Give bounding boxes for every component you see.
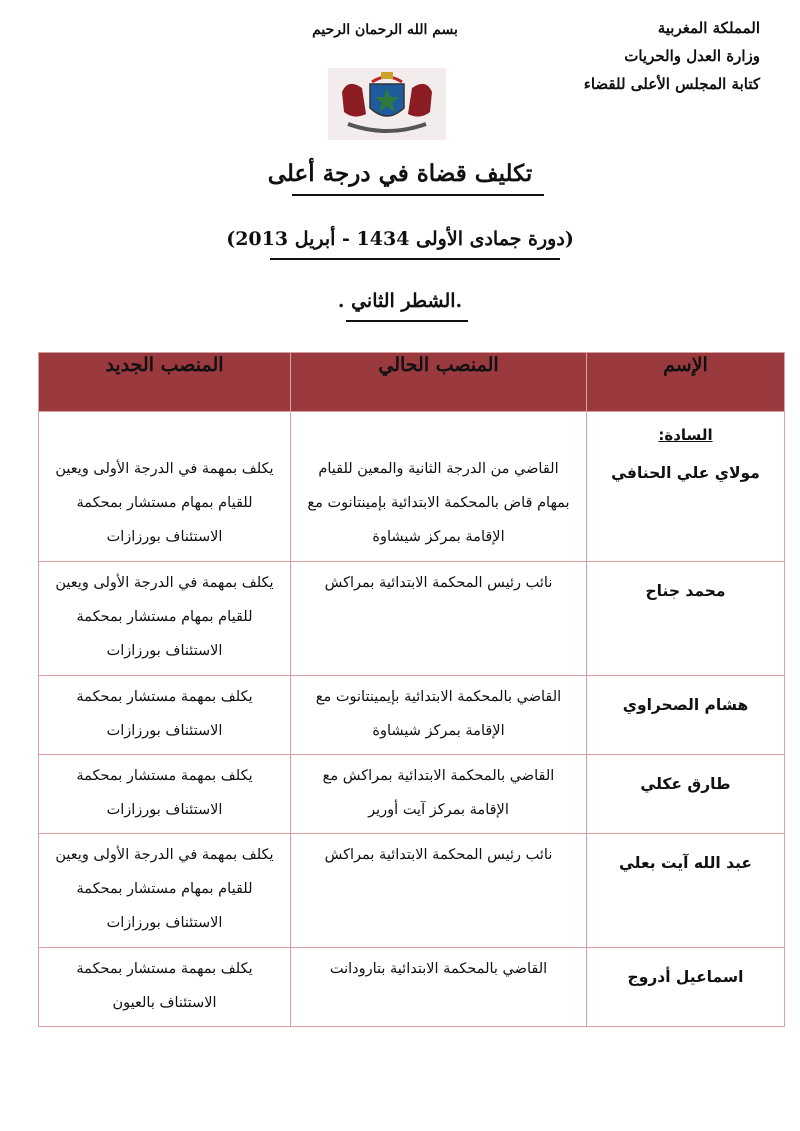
org-line-kingdom: المملكة المغربية (657, 19, 760, 37)
current-position-cell (291, 755, 587, 834)
new-position-cell (39, 948, 291, 1027)
judge-name: هشام الصحراوي (622, 696, 749, 714)
new-position-text: يكلف بمهمة مستشار بمحكمة الاستئناف بالعيون (76, 961, 253, 1011)
new-position-text: يكلف بمهمة مستشار بمحكمة الاستئناف بورزازات (76, 768, 253, 818)
current-position-cell (291, 412, 587, 562)
header-current-position: المنصب الحالي (291, 353, 587, 412)
org-line-secretariat: كتابة المجلس الأعلى للقضاء (583, 75, 760, 93)
new-position-text: يكلف بمهمة في الدرجة الأولى ويعين للقيام بمهام مستشار بمحكمة الاستئناف بورزازات (55, 461, 274, 545)
judge-name: مولاي علي الحنافي (611, 464, 760, 482)
judge-name: اسماعيل أدروج (627, 968, 744, 986)
judge-name: عبد الله آيت بعلي (618, 854, 753, 872)
table-row (39, 562, 785, 676)
new-position-text: يكلف بمهمة مستشار بمحكمة الاستئناف بورزازات (76, 689, 253, 739)
table-row (39, 676, 785, 755)
current-position-text: القاضي من الدرجة الثانية والمعين للقيام بمهام قاض بالمحكمة الابتدائية بإمينتانوت مع الإقامة بمركز شيشاوة (307, 461, 570, 545)
new-position-text: يكلف بمهمة في الدرجة الأولى ويعين للقيام بمهام مستشار بمحكمة الاستئناف بورزازات (55, 575, 274, 659)
title-underline (292, 194, 544, 196)
table-row (39, 948, 785, 1027)
organization-header (560, 14, 760, 98)
basmala-text: بسم الله الرحمان الرحيم (312, 22, 458, 38)
session-underline (270, 258, 560, 260)
name-cell (587, 676, 785, 755)
current-position-text: القاضي بالمحكمة الابتدائية بمراكش مع الإقامة بمركز آيت أورير (322, 768, 555, 818)
table-row (39, 412, 785, 562)
current-position-cell (291, 834, 587, 948)
session-subtitle: (دورة جمادى الأولى 1434 - أبريل 2013) (226, 228, 574, 250)
current-position-text: القاضي بالمحكمة الابتدائية بإيمينتانوت مع الإقامة بمركز شيشاوة (315, 689, 562, 739)
new-position-text: يكلف بمهمة في الدرجة الأولى ويعين للقيام بمهام مستشار بمحكمة الاستئناف بورزازات (55, 847, 274, 931)
moroccan-coat-of-arms-icon (328, 68, 446, 140)
judges-assignment-table (38, 352, 785, 1027)
header-new-position: المنصب الجديد (39, 353, 291, 412)
current-position-text: نائب رئيس المحكمة الابتدائية بمراكش (324, 575, 553, 591)
document-title: تكليف قضاة في درجة أعلى (267, 160, 533, 187)
header-name: الإسم (587, 353, 785, 412)
new-position-cell (39, 562, 291, 676)
part-subtitle: .الشطر الثاني . (337, 290, 463, 312)
new-position-cell (39, 755, 291, 834)
table-row (39, 755, 785, 834)
current-position-text: القاضي بالمحكمة الابتدائية بتارودانت (329, 961, 548, 977)
name-cell (587, 755, 785, 834)
new-position-cell (39, 834, 291, 948)
current-position-cell (291, 676, 587, 755)
salutation-label: السادة: (658, 426, 713, 444)
name-cell (587, 948, 785, 1027)
judge-name: محمد جناح (645, 582, 726, 600)
org-line-ministry: وزارة العدل والحريات (624, 47, 760, 65)
table-header-row (39, 353, 785, 412)
new-position-cell (39, 676, 291, 755)
part-underline (346, 320, 468, 322)
name-cell (587, 562, 785, 676)
new-position-cell (39, 412, 291, 562)
current-position-text: نائب رئيس المحكمة الابتدائية بمراكش (324, 847, 553, 863)
current-position-cell (291, 562, 587, 676)
judge-name: طارق عكلي (640, 775, 731, 793)
name-cell (587, 834, 785, 948)
current-position-cell (291, 948, 587, 1027)
name-cell (587, 412, 785, 562)
table-row (39, 834, 785, 948)
